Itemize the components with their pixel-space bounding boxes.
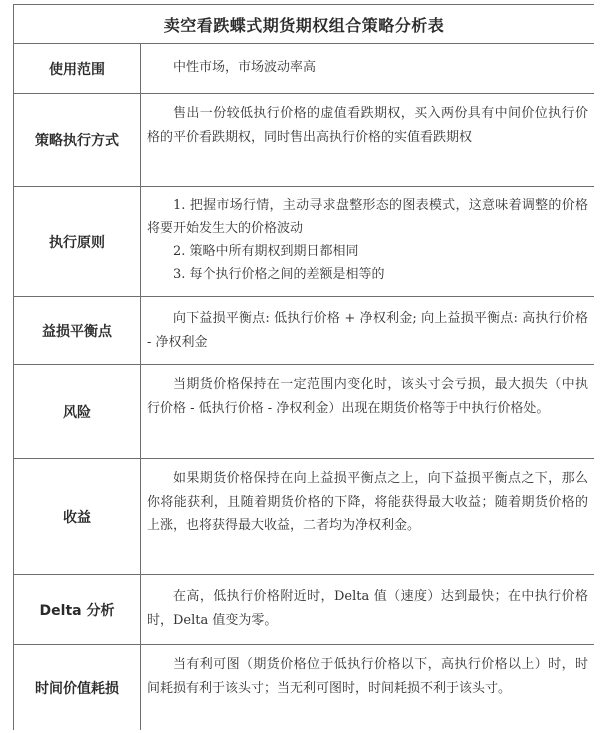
row-label: 执行原则 bbox=[14, 187, 141, 296]
row-content bbox=[145, 44, 590, 93]
row-text: 中性市场，市场波动率高 bbox=[173, 60, 317, 75]
table-title: 卖空看跌蝶式期货期权组合策略分析表 bbox=[14, 4, 594, 44]
row-text: 售出一份较低执行价格的虚值看跌期权，买入两份具有中间价位执行价格的平价看跌期权，同时售出高执行价格的实值看跌期权 bbox=[147, 106, 588, 145]
row-content bbox=[145, 645, 590, 730]
row-text: 当期货价格保持在一定范围内变化时，该头寸会亏损，最大损失（中执行价格 - 低执行价格 - 净权利金）出现在期货价格等于中执行价格处。 bbox=[147, 377, 588, 416]
row-execution-method bbox=[14, 94, 594, 187]
principle-item: 2. 策略中所有期权到期日都相同 bbox=[173, 244, 359, 259]
row-principles bbox=[14, 187, 594, 297]
row-label: 风险 bbox=[14, 365, 141, 458]
row-content bbox=[145, 575, 590, 644]
principle-item: 3. 每个执行价格之间的差额是相等的 bbox=[173, 267, 385, 282]
row-risk bbox=[14, 365, 594, 459]
strategy-table bbox=[13, 4, 593, 730]
row-label: 策略执行方式 bbox=[14, 94, 141, 186]
row-text: 当有利可图（期货价格位于低执行价格以下，高执行价格以上）时，时间耗损有利于该头寸；当无利可图时，时间耗损不利于该头寸。 bbox=[147, 657, 588, 696]
row-label: Delta 分析 bbox=[14, 575, 141, 644]
row-content bbox=[145, 94, 590, 186]
row-label: 收益 bbox=[14, 459, 141, 574]
row-label: 使用范围 bbox=[14, 44, 141, 93]
row-profit bbox=[14, 459, 594, 575]
principle-item: 1. 把握市场行情，主动寻求盘整形态的图表模式，这意味着调整的价格将要开始发生大的价格波动 bbox=[147, 198, 588, 236]
row-delta bbox=[14, 575, 594, 645]
row-content bbox=[145, 187, 590, 296]
row-breakeven bbox=[14, 297, 594, 365]
row-usage-scope bbox=[14, 44, 594, 94]
row-content bbox=[145, 297, 590, 364]
row-content bbox=[145, 365, 590, 458]
row-label: 时间价值耗损 bbox=[14, 645, 141, 730]
row-content bbox=[145, 459, 590, 574]
row-text: 如果期货价格保持在向上益损平衡点之上，向下益损平衡点之下，那么你将能获利，且随着期货价格的下降，将能获得最大收益；随着期货价格的上涨，也将获得最大收益，二者均为净权利金。 bbox=[147, 471, 588, 533]
row-time-decay bbox=[14, 645, 594, 730]
row-label: 益损平衡点 bbox=[14, 297, 141, 364]
row-text: 向下益损平衡点: 低执行价格 + 净权利金; 向上益损平衡点: 高执行价格 - 净权利金 bbox=[147, 311, 588, 350]
row-text: 在高，低执行价格附近时，Delta 值（速度）达到最快；在中执行价格时，Delta 值变为零。 bbox=[147, 589, 588, 628]
